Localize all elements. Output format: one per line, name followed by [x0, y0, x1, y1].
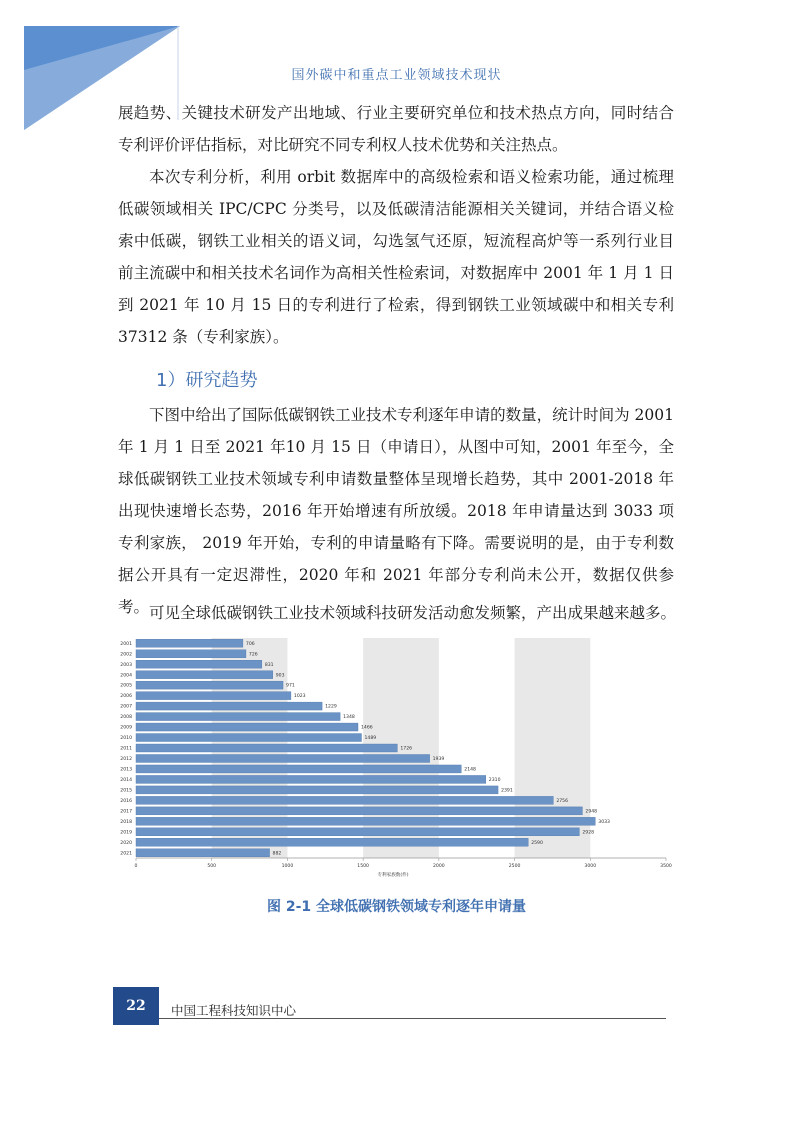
value-label: 1466 — [360, 725, 373, 731]
category-label: 2018 — [120, 819, 132, 825]
category-label: 2005 — [120, 683, 132, 689]
bar — [136, 660, 262, 668]
value-label: 831 — [264, 662, 274, 668]
figure-caption: 图 2-1 全球低碳钢铁领域专利逐年申请量 — [266, 899, 527, 915]
category-label: 2020 — [120, 840, 132, 846]
footer-org: 中国工程科技知识中心 — [171, 1003, 297, 1018]
category-label: 2013 — [120, 767, 132, 773]
x-tick-label: 1000 — [281, 864, 294, 869]
section-heading: 1）研究趋势 — [156, 370, 258, 391]
value-label: 706 — [245, 641, 255, 647]
bar — [136, 671, 273, 679]
bar — [136, 639, 243, 647]
value-label: 1348 — [343, 715, 355, 721]
paragraph-trend: 下图中给出了国际低碳钢铁工业技术专利逐年申请的数量，统计时间为 2001 年 1 月 1 日至 2021 年10 月 15 日（申请日），从图中可知，2001 年至今，全球低碳钢铁工业技术领域专利申请数量整体呈现增长趋势，其中 2001-2018 年出现快速增长态势，2016 年开始增速有所放缓。2018 年申请量达到 3033 项专利家族， 2019 年开始，专利的申请量略有下降。需要说明的是，由于专利数据公开具有一定迟滞性，2020 年和 2021 年部分专利尚未公开，数据仅供参考。 — [118, 406, 674, 616]
value-label: 2310 — [488, 778, 501, 784]
bar — [136, 713, 340, 721]
x-tick-label: 3000 — [584, 864, 597, 869]
bar — [136, 754, 430, 762]
value-label: 2948 — [585, 809, 598, 815]
value-label: 1489 — [364, 736, 377, 742]
bar — [136, 723, 358, 731]
bar — [136, 765, 461, 773]
value-label: 1229 — [325, 704, 337, 710]
page-number: 22 — [113, 987, 159, 1025]
x-tick-label: 1500 — [357, 864, 369, 869]
category-label: 2021 — [120, 851, 132, 857]
x-tick-label: 2500 — [508, 864, 521, 869]
bar — [136, 744, 397, 752]
x-tick-label: 500 — [207, 864, 217, 869]
category-label: 2014 — [120, 778, 132, 784]
category-label: 2010 — [120, 736, 132, 742]
bar — [136, 702, 322, 710]
category-label: 2015 — [120, 788, 132, 794]
category-label: 2017 — [120, 809, 132, 815]
value-label: 2148 — [464, 767, 476, 773]
bar — [136, 692, 291, 700]
value-label: 882 — [272, 851, 282, 857]
value-label: 903 — [275, 673, 285, 679]
category-label: 2003 — [120, 662, 132, 668]
bar — [136, 650, 246, 658]
category-label: 2012 — [120, 757, 132, 763]
bar — [136, 775, 486, 783]
category-label: 2008 — [120, 715, 132, 721]
bar — [136, 734, 361, 742]
category-label: 2009 — [120, 725, 132, 731]
category-label: 2011 — [120, 746, 132, 752]
bar — [136, 681, 283, 689]
value-label: 2590 — [531, 840, 543, 846]
value-label: 2391 — [501, 788, 513, 794]
running-header: 国外碳中和重点工业领域技术现状 — [291, 68, 502, 83]
x-tick-label: 3500 — [660, 864, 672, 869]
paragraph-method: 本次专利分析，利用 orbit 数据库中的高级检索和语义检索功能，通过梳理低碳领域相关 IPC/CPC 分类号，以及低碳清洁能源相关关键词，并结合语义检索中低碳，钢铁工业相关的语义词，勾选氢气还原，短流程高炉等一系列行业目前主流碳中和相关技术名词作为高相关性检索词，对数据库中 2001 年 1 月 1 日到 2021 年 10 月 15 日的专利进行了检索，得到钢铁工业领域碳中和相关专利 37312 条（专利家族）。 — [118, 168, 674, 346]
footer-rule — [159, 1018, 666, 1019]
category-label: 2007 — [120, 704, 132, 710]
value-label: 1939 — [432, 757, 445, 763]
value-label: 1023 — [293, 694, 306, 700]
value-label: 726 — [248, 652, 258, 658]
category-label: 2016 — [120, 798, 132, 804]
bar — [136, 838, 528, 846]
x-axis-label: 专利家族数(件) — [377, 873, 409, 878]
bar — [136, 786, 498, 794]
category-label: 2002 — [120, 652, 132, 658]
bar — [136, 807, 582, 815]
value-label: 1726 — [400, 746, 413, 752]
bar — [136, 849, 270, 857]
x-tick-label: 0 — [134, 864, 138, 869]
x-tick-label: 2000 — [433, 864, 445, 869]
value-label: 971 — [286, 683, 295, 689]
value-label: 2928 — [582, 830, 595, 836]
value-label: 2756 — [556, 798, 569, 804]
bar — [136, 828, 579, 836]
paragraph-conclusion: 可见全球低碳钢铁工业技术领域科技研发活动愈发频繁，产出成果越来越多。 — [149, 604, 677, 622]
paragraph-continued: 展趋势、关键技术研发产出地域、行业主要研究单位和技术热点方向，同时结合专利评价评估指标，对比研究不同专利权人技术优势和关注热点。 — [118, 104, 674, 154]
bar-chart — [110, 632, 680, 882]
category-label: 2006 — [120, 694, 132, 700]
bar — [136, 796, 553, 804]
bar — [136, 817, 595, 825]
value-label: 3033 — [598, 819, 610, 825]
category-label: 2004 — [120, 673, 132, 679]
bar-chart-svg — [110, 632, 680, 882]
category-label: 2019 — [120, 830, 132, 836]
category-label: 2001 — [120, 641, 132, 647]
